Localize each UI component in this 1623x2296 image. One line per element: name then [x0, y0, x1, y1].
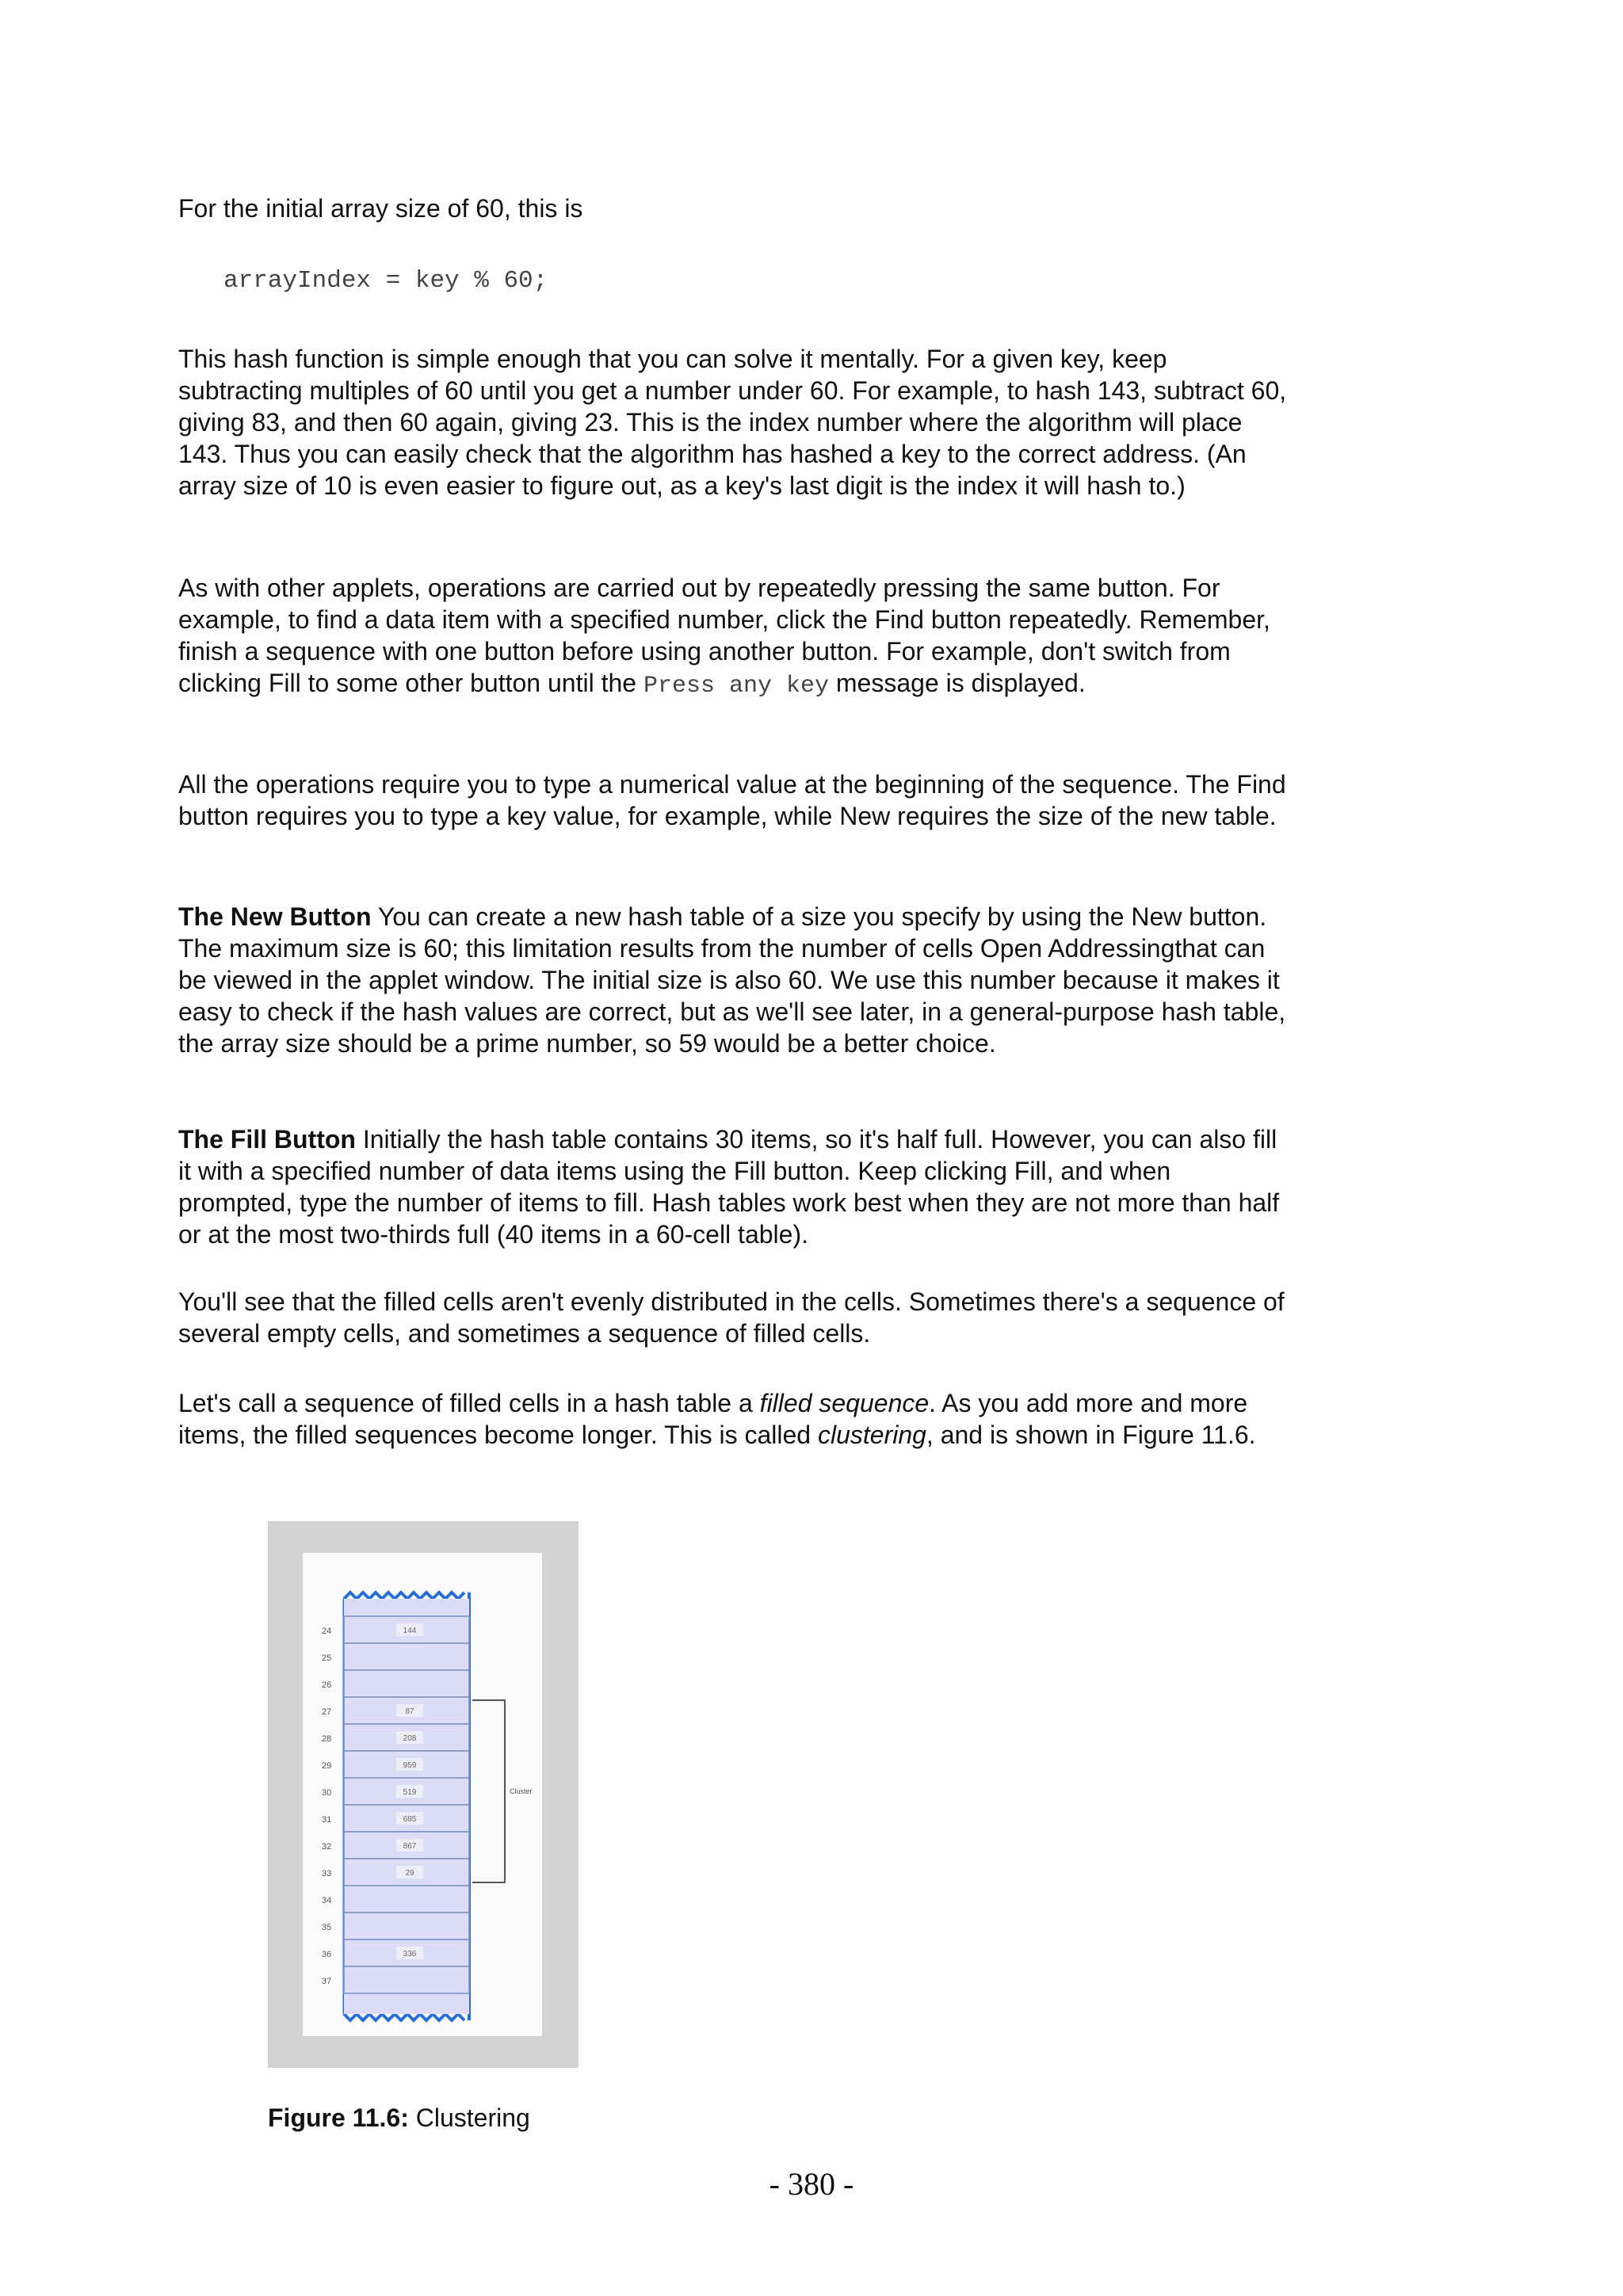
table-row: [322, 1778, 469, 1805]
para-new-button: [178, 901, 1288, 1059]
cell-value: 208: [403, 1734, 417, 1743]
figure-caption: [268, 2103, 530, 2133]
table-row: [322, 1913, 469, 1939]
cell-index-label: 33: [322, 1869, 332, 1878]
clustering-term: clustering: [817, 1421, 926, 1449]
cell-value: 87: [405, 1707, 414, 1716]
table-row: [322, 1670, 469, 1697]
table-row: [322, 1643, 469, 1670]
table-row: [322, 1966, 469, 1993]
para-hash-function: This hash function is simple enough that you can solve it mentally. For a given key, keep subtracting multiples of 60 until you get a number under 60. For example, to hash 143, subtract 60, giving 83, and then 60 again, giving 23. This is the index number where the algorithm will place 143. Thus you can easily check that the algorithm has hashed a key to the correct address. (An array size of 10 is even easier to figure out, as a key's last digit is the index it will hash to.): [178, 345, 1287, 500]
press-any-key-code: Press any key: [643, 673, 829, 700]
cell-index-label: 37: [322, 1977, 332, 1986]
bottom-break-edge: [344, 2014, 464, 2020]
table-cell: [344, 1966, 469, 1993]
cell-index-label: 27: [322, 1707, 332, 1717]
table-row: [322, 1724, 469, 1751]
hash-table-diagram: [303, 1553, 542, 2036]
para-applets-text-2: message is displayed.: [829, 669, 1086, 697]
figure-panel: [303, 1553, 542, 2036]
cell-index-label: 26: [322, 1680, 332, 1690]
cell-index-label: 36: [322, 1950, 332, 1959]
cell-index-label: 28: [322, 1734, 332, 1744]
para-applets-text-1: As with other applets, operations are carried out by repeatedly pressing the same button. For example, to find a data item with a specified number, click the Find button repeatedly. Remember, finish a sequence with one button before using another button. For example, don't switch from clicking Fill to some other button until the: [178, 574, 1270, 697]
figure-clustering: [268, 1521, 579, 2068]
table-row: [322, 1859, 469, 1886]
cell-index-label: 34: [322, 1896, 332, 1905]
page-number: - 380 -: [769, 2166, 854, 2202]
cell-value: 519: [403, 1788, 417, 1797]
table-row: [322, 1832, 469, 1859]
intro-text: For the initial array size of 60, this is: [178, 194, 583, 223]
para-clustering: [178, 1387, 1288, 1451]
cell-index-label: 25: [322, 1653, 332, 1663]
cell-value: 144: [403, 1627, 417, 1635]
cell-value: 685: [403, 1815, 417, 1824]
table-cell: [344, 1643, 469, 1670]
para-applets: [178, 572, 1288, 702]
cell-value: 959: [403, 1761, 417, 1770]
table-cell: [344, 1913, 469, 1939]
cell-index-label: 31: [322, 1815, 332, 1825]
table-cells: [322, 1599, 469, 2014]
cell-index-label: 30: [322, 1788, 332, 1798]
para-clustering-text-1: Let's call a sequence of filled cells in a hash table a: [178, 1389, 760, 1417]
cell-value: 336: [403, 1950, 417, 1958]
code-line: arrayIndex = key % 60;: [223, 267, 548, 295]
cell-value: 867: [403, 1842, 417, 1851]
table-row: [322, 1616, 469, 1643]
cell-index-label: 29: [322, 1761, 332, 1771]
table-row: [322, 1886, 469, 1913]
table-row: [322, 1697, 469, 1724]
para-clustering-text-2: . As you add more and more items, the filled sequences become longer. This is called: [178, 1389, 1248, 1449]
cluster-bracket: [472, 1700, 505, 1882]
cluster-label: Cluster: [510, 1787, 533, 1795]
cell-index-label: 32: [322, 1842, 332, 1852]
figure-caption-label: Figure 11.6:: [268, 2103, 409, 2132]
para-filled-cells: You'll see that the filled cells aren't evenly distributed in the cells. Sometimes there's a sequence of several empty cells, and sometimes a sequence of filled cells.: [178, 1287, 1285, 1348]
filled-sequence-term: filled sequence: [759, 1389, 930, 1417]
figure-caption-text: Clustering: [408, 2103, 530, 2132]
para-fill-button: [178, 1123, 1288, 1250]
cell-index-label: 35: [322, 1923, 332, 1932]
table-row: [322, 1939, 469, 1966]
top-break-edge: [344, 1592, 464, 1599]
fill-button-text: Initially the hash table contains 30 items, so it's half full. However, you can also fill it with a specified number of data items using the Fill button. Keep clicking Fill, and when prompted, type the number of items to fill. Hash tables work best when they are not more than half or at the most two-thirds full (40 items in a 60-cell table).: [178, 1125, 1280, 1249]
table-cell: [344, 1670, 469, 1697]
new-button-text: You can create a new hash table of a size you specify by using the New button. The maximum size is 60; this limitation results from the number of cells Open Addressingthat can be viewed in the applet window. The initial size is also 60. We use this number because it makes it easy to check if the hash values are correct, but as we'll see later, in a general-purpose hash table, the array size should be a prime number, so 59 would be a better choice.: [178, 902, 1286, 1058]
para-operations: All the operations require you to type a numerical value at the beginning of the sequence. The Find button requires you to type a key value, for example, while New requires the size of the new table.: [178, 770, 1286, 830]
cell-index-label: 24: [322, 1627, 332, 1636]
fill-button-heading: The Fill Button: [178, 1125, 356, 1154]
table-cell: [344, 1886, 469, 1913]
table-row: [322, 1751, 469, 1778]
table-row: [322, 1805, 469, 1832]
cell-value: 29: [405, 1869, 414, 1878]
new-button-heading: The New Button: [178, 902, 372, 931]
para-clustering-text-3: , and is shown in Figure 11.6.: [926, 1421, 1256, 1449]
